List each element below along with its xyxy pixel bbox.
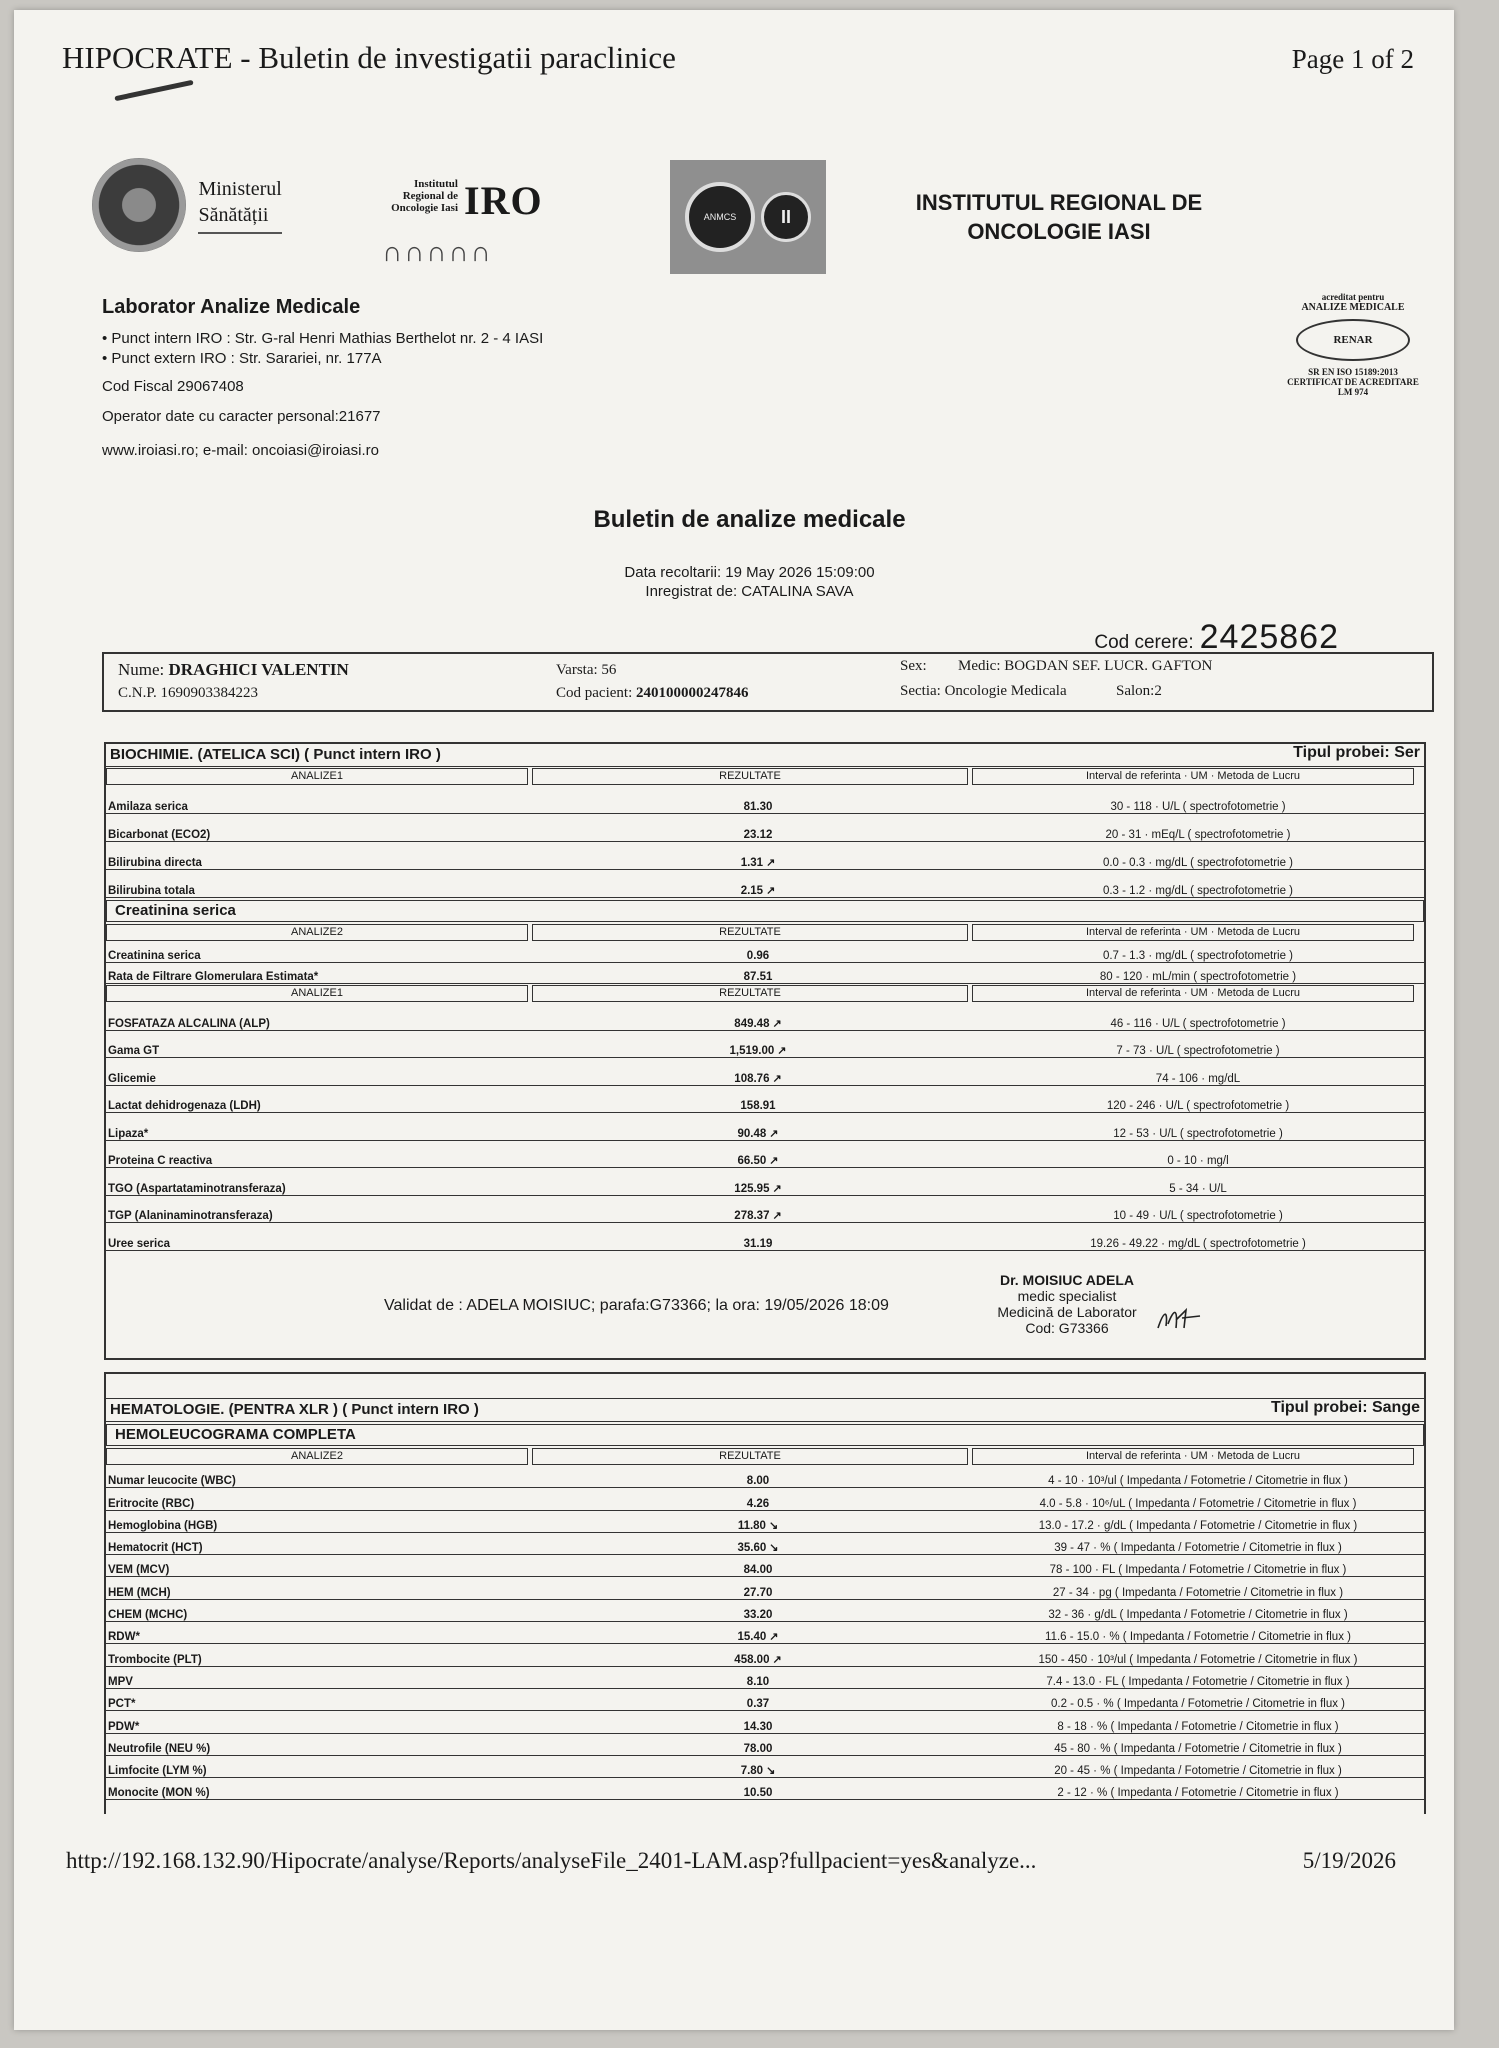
result-value: 8.10 [746,1675,770,1688]
arrow-down-icon: ↘ [769,1542,779,1555]
table-row [106,1511,1424,1533]
analysis-name: Proteina C reactiva [108,1155,213,1167]
arrow-up-icon: ↗ [772,1017,782,1030]
cbc-subheader: HEMOLEUCOGRAMA COMPLETA [106,1424,1424,1446]
result-value: 81.30 [743,801,773,813]
renar-logo-icon: RENAR [1296,319,1410,361]
result-value: 15.40 ↗ [737,1631,779,1644]
reference-interval: 80 - 120 · mL/min ( spectrofotometrie ) [1099,971,1297,983]
table-row [106,1533,1424,1555]
arrow-up-icon: ↗ [769,1631,779,1644]
analysis-name: HEM (MCH) [108,1586,171,1599]
analysis-name: CHEM (MCHC) [108,1609,188,1622]
romania-seal-icon [92,158,186,252]
lab-fiscal-code: Cod Fiscal 29067408 [102,378,244,395]
reference-interval: 7 - 73 · U/L ( spectrofotometrie ) [1116,1045,1280,1057]
biochemistry-section [104,742,1426,1360]
analysis-name: Trombocite (PLT) [108,1653,202,1666]
table-row [106,1141,1424,1169]
biochemistry-group-3 [106,1003,1424,1251]
reference-interval: 30 - 118 · U/L ( spectrofotometrie ) [1110,801,1286,813]
result-value: 0.96 [746,950,770,962]
result-value: 458.00 ↗ [734,1653,782,1666]
analysis-name: Bilirubina totala [108,885,195,897]
arrow-down-icon: ↘ [766,1765,776,1778]
analysis-name: Glicemie [108,1072,156,1085]
analysis-name: PCT* [108,1698,136,1711]
result-value: 23.12 [743,829,773,841]
table-row [106,1644,1424,1666]
table-row [106,814,1424,842]
arches-icon: ∩∩∩∩∩ [382,236,493,267]
reference-interval: 0.0 - 0.3 · mg/dL ( spectrofotometrie ) [1102,857,1294,869]
collection-date: Data recoltarii: 19 May 2026 15:09:00 [624,564,875,581]
analysis-name: Bicarbonat (ECO2) [108,829,211,841]
reference-interval: 20 - 31 · mEq/L ( spectrofotometrie ) [1105,829,1291,841]
patient-age: Varsta: 56 [556,662,617,678]
reference-interval: 0 - 10 · mg/l [1167,1155,1229,1167]
analysis-name: Uree serica [108,1237,171,1250]
reference-interval: 12 - 53 · U/L ( spectrofotometrie ) [1113,1127,1283,1140]
table-row [106,786,1424,814]
reference-interval: 0.3 - 1.2 · mg/dL ( spectrofotometrie ) [1102,885,1294,897]
result-value: 7.80 ↘ [740,1765,776,1778]
analysis-name: Rata de Filtrare Glomerulara Estimata* [108,971,319,983]
analysis-name: VEM (MCV) [108,1564,170,1577]
reference-interval: 5 - 34 · U/L [1169,1182,1227,1195]
hematology-rows [106,1466,1424,1800]
column-headers: ANALIZE1 REZULTATE Interval de referinta · UM · Metoda de Lucru [106,768,1424,785]
table-row [106,1756,1424,1778]
table-row [106,942,1424,963]
arrow-up-icon: ↗ [772,1072,782,1085]
table-row [106,1058,1424,1086]
result-value: 10.50 [743,1787,773,1800]
table-row [106,842,1424,870]
reference-interval: 20 - 45 · % ( Impedanta / Fotometrie / Citometrie in flux ) [1054,1765,1342,1778]
result-value: 1,519.00 ↗ [729,1045,787,1057]
analysis-name: Eritrocite (RBC) [108,1497,195,1510]
analysis-name: Lactat dehidrogenaza (LDH) [108,1100,261,1112]
reference-interval: 150 - 450 · 10³/ul ( Impedanta / Fotometrie / Citometrie in flux ) [1038,1653,1358,1666]
reference-interval: 0.7 - 1.3 · mg/dL ( spectrofotometrie ) [1102,950,1294,962]
analysis-name: Limfocite (LYM %) [108,1765,207,1778]
result-value: 27.70 [743,1586,773,1599]
table-row [106,1734,1424,1756]
reference-interval: 120 - 246 · U/L ( spectrofotometrie ) [1106,1100,1290,1112]
analysis-name: Lipaza* [108,1127,149,1140]
analysis-name: Hemoglobina (HGB) [108,1519,218,1532]
table-row [106,963,1424,984]
column-headers: ANALIZE2 REZULTATE Interval de referinta · UM · Metoda de Lucru [106,1448,1424,1465]
lab-address-intern: • Punct intern IRO : Str. G-ral Henri Mathias Berthelot nr. 2 - 4 IASI [102,330,544,347]
result-value: 78.00 [743,1742,773,1755]
table-row [106,1689,1424,1711]
analysis-name: MPV [108,1675,133,1688]
column-headers: ANALIZE2 REZULTATE Interval de referinta · UM · Metoda de Lucru [106,924,1424,941]
analysis-name: Gama GT [108,1045,160,1057]
analysis-name: Creatinina serica [108,950,201,962]
document-page [14,10,1454,2030]
analysis-name: Hematocrit (HCT) [108,1542,203,1555]
result-value: 90.48 ↗ [737,1127,779,1140]
lab-name: Laborator Analize Medicale [102,296,361,318]
hematology-section [104,1372,1426,1814]
reference-interval: 13.0 - 17.2 · g/dL ( Impedanta / Fotometrie / Citometrie in flux ) [1038,1519,1358,1532]
institute-name: INSTITUTUL REGIONAL DE ONCOLOGIE IASI [915,190,1203,244]
table-row [106,1488,1424,1510]
reference-interval: 4.0 - 5.8 · 10⁶/uL ( Impedanta / Fotometrie / Citometrie in flux ) [1039,1497,1357,1510]
reference-interval: 46 - 116 · U/L ( spectrofotometrie ) [1110,1017,1286,1030]
result-value: 8.00 [746,1475,770,1488]
registered-by: Inregistrat de: CATALINA SAVA [645,583,854,600]
analysis-name: FOSFATAZA ALCALINA (ALP) [108,1017,270,1030]
analysis-name: Amilaza serica [108,801,188,813]
patient-section: Sectia: Oncologie Medicala [900,683,1067,699]
reference-interval: 45 - 80 · % ( Impedanta / Fotometrie / Citometrie in flux ) [1054,1742,1342,1755]
page-number: Page 1 of 2 [1291,44,1414,74]
result-value: 278.37 ↗ [734,1210,782,1222]
table-row [106,1003,1424,1031]
arrow-up-icon: ↗ [777,1045,787,1057]
patient-room: Salon:2 [1116,683,1162,699]
result-value: 125.95 ↗ [734,1182,782,1195]
result-value: 14.30 [743,1720,773,1733]
ministry-logo [92,158,312,258]
analysis-name: Neutrofile (NEU %) [108,1742,211,1755]
result-value: 4.26 [746,1497,770,1510]
table-row [106,1223,1424,1251]
table-row [106,1466,1424,1488]
result-value: 31.19 [743,1237,773,1250]
table-row [106,1600,1424,1622]
arrow-up-icon: ↗ [769,1127,779,1140]
pen-mark [114,80,193,102]
result-value: 33.20 [743,1609,773,1622]
iro-logo [372,178,552,268]
reference-interval: 7.4 - 13.0 · FL ( Impedanta / Fotometrie / Citometrie in flux ) [1046,1675,1350,1688]
reference-interval: 11.6 - 15.0 · % ( Impedanta / Fotometrie / Citometrie in flux ) [1045,1631,1351,1644]
doctor-stamp: Dr. MOISIUC ADELA medic specialist Medicină de Laborator Cod: G73366 [997,1272,1137,1336]
reference-interval: 19.26 - 49.22 · mg/dL ( spectrofotometrie ) [1090,1237,1306,1250]
creatinine-subheader: Creatinina serica [106,900,1424,922]
result-value: 158.91 [740,1100,776,1112]
biochemistry-header: BIOCHIMIE. (ATELICA SCI) ( Punct intern IRO ) Tipul probei: Ser [106,744,1424,767]
result-value: 108.76 ↗ [734,1072,782,1085]
reference-interval: 32 - 36 · g/dL ( Impedanta / Fotometrie / Citometrie in flux ) [1048,1609,1348,1622]
reference-interval: 78 - 100 · FL ( Impedanta / Fotometrie / Citometrie in flux ) [1049,1564,1347,1577]
reference-interval: 74 - 106 · mg/dL [1155,1072,1241,1085]
reference-interval: 39 - 47 · % ( Impedanta / Fotometrie / Citometrie in flux ) [1054,1542,1342,1555]
patient-cnp: C.N.P. 1690903384223 [118,685,259,701]
anmcs-seal-icon: ANMCS [685,182,755,252]
analysis-name: Bilirubina directa [108,857,202,869]
table-row [106,1577,1424,1599]
anmcs-logo [670,160,826,274]
biochemistry-group-2 [106,942,1424,984]
footer-url: http://192.168.132.90/Hipocrate/analyse/Reports/analyseFile_2401-LAM.asp?fullpacient=yes&analyze... [66,1848,1037,1873]
ministry-name: Ministerul Sănătății [198,176,281,234]
table-row [106,1778,1424,1800]
attending-doctor: Medic: BOGDAN SEF. LUCR. GAFTON [958,658,1213,674]
arrow-up-icon: ↗ [772,1210,782,1222]
biochemistry-group-1 [106,786,1424,898]
result-value: 87.51 [743,971,773,983]
result-value: 0.37 [746,1698,770,1711]
bulletin-title: Buletin de analize medicale [593,506,906,533]
analysis-name: TGO (Aspartataminotransferaza) [108,1182,286,1195]
header-title: HIPOCRATE - Buletin de investigatii paraclinice [62,40,676,75]
arrow-up-icon: ↗ [766,857,776,869]
table-row [106,1196,1424,1224]
patient-info-box [102,652,1434,712]
result-value: 11.80 ↘ [737,1519,779,1532]
analysis-name: PDW* [108,1720,140,1733]
iro-logo-text: IRO [464,178,543,223]
request-code: Cod cerere: 2425862 [1094,618,1339,656]
result-value: 66.50 ↗ [737,1155,779,1167]
anmcs-level-badge: II [761,192,811,242]
iro-logo-caption: Institutul Regional de Oncologie Iasi [391,178,458,214]
patient-name: Nume: DRAGHICI VALENTIN [118,660,349,679]
arrow-up-icon: ↗ [766,885,776,897]
result-value: 1.31 ↗ [740,857,776,869]
analysis-name: RDW* [108,1631,140,1644]
lab-operator: Operator date cu caracter personal:21677 [102,408,381,425]
analysis-name: Numar leucocite (WBC) [108,1475,236,1488]
reference-interval: 10 - 49 · U/L ( spectrofotometrie ) [1113,1210,1283,1222]
table-row [106,1711,1424,1733]
arrow-up-icon: ↗ [772,1653,782,1666]
patient-code: Cod pacient: 240100000247846 [556,685,749,701]
arrow-up-icon: ↗ [769,1155,779,1167]
table-row [106,870,1424,898]
result-value: 84.00 [743,1564,773,1577]
arrow-up-icon: ↗ [772,1182,782,1195]
reference-interval: 4 - 10 · 10³/ul ( Impedanta / Fotometrie / Citometrie in flux ) [1048,1475,1348,1488]
arrow-down-icon: ↘ [768,1519,779,1532]
table-row [106,1168,1424,1196]
result-value: 35.60 ↘ [737,1542,779,1555]
hematology-header: HEMATOLOGIE. (PENTRA XLR ) ( Punct intern IRO ) Tipul probei: Sange [106,1398,1424,1422]
table-row [106,1031,1424,1059]
validation-line: Validat de : ADELA MOISIUC; parafa:G73366; la ora: 19/05/2026 18:09 [384,1297,889,1314]
reference-interval: 0.2 - 0.5 · % ( Impedanta / Fotometrie / Citometrie in flux ) [1051,1698,1345,1711]
reference-interval: 8 - 18 · % ( Impedanta / Fotometrie / Citometrie in flux ) [1057,1720,1339,1733]
analysis-name: Monocite (MON %) [108,1787,210,1800]
table-row [106,1667,1424,1689]
result-value: 849.48 ↗ [734,1017,782,1030]
table-row [106,1113,1424,1141]
patient-sex: Sex: [900,658,927,674]
signature-icon [1156,1306,1202,1332]
footer-date: 5/19/2026 [1302,1848,1396,1873]
lab-address-extern: • Punct extern IRO : Str. Sarariei, nr. 177A [102,350,382,367]
renar-accreditation: acreditat pentru ANALIZE MEDICALE RENAR SR EN ISO 15189:2013 CERTIFICAT DE ACREDITARE LM 974 [1287,292,1419,397]
result-value: 2.15 ↗ [740,885,776,897]
reference-interval: 27 - 34 · pg ( Impedanta / Fotometrie / Citometrie in flux ) [1052,1586,1344,1599]
table-row [106,1086,1424,1114]
column-headers: ANALIZE1 REZULTATE Interval de referinta · UM · Metoda de Lucru [106,985,1424,1002]
table-row [106,1622,1424,1644]
analysis-name: TGP (Alaninaminotransferaza) [108,1210,273,1222]
reference-interval: 2 - 12 · % ( Impedanta / Fotometrie / Citometrie in flux ) [1057,1787,1339,1800]
table-row [106,1555,1424,1577]
lab-contact: www.iroiasi.ro; e-mail: oncoiasi@iroiasi.ro [102,442,379,459]
